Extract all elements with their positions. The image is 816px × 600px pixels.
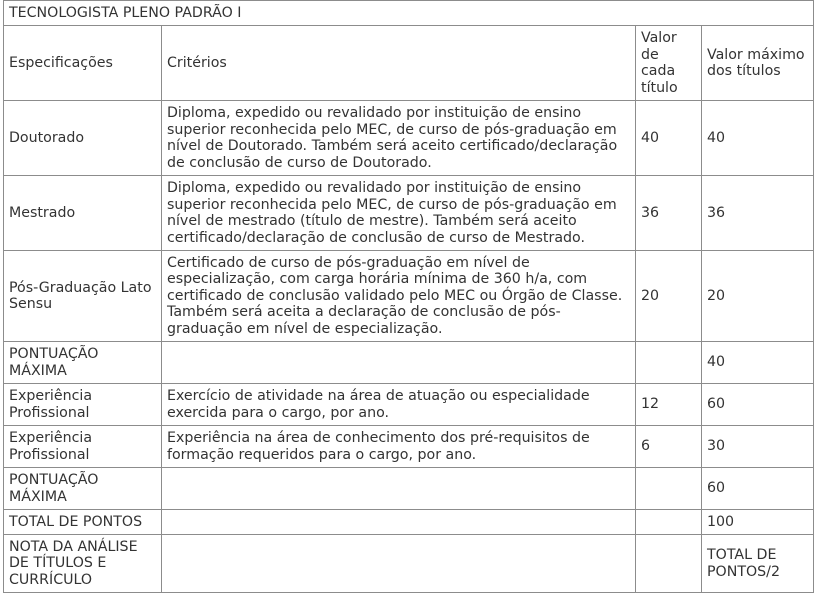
table-row (4, 384, 814, 426)
row-value-each: 20 (636, 251, 702, 342)
row-value-max: 20 (702, 251, 814, 342)
row-value-each (636, 342, 702, 384)
row-value-max: 36 (702, 176, 814, 251)
table-title: TECNOLOGISTA PLENO PADRÃO I (4, 1, 814, 26)
row-spec: Mestrado (4, 176, 162, 251)
header-value-max: Valor máximo dos títulos (702, 26, 814, 101)
row-criteria (162, 468, 636, 510)
row-spec: Doutorado (4, 101, 162, 176)
table-row (4, 468, 814, 510)
row-spec: Pós-Graduação Lato Sensu (4, 251, 162, 342)
row-criteria: Diploma, expedido ou revalidado por instituição de ensino superior reconhecida pelo MEC, de curso de pós-graduação em nível de mestrado (título de mestre). Também será aceito certificado/declaração de conclusão de curso de Mestrado. (162, 176, 636, 251)
row-spec: Experiência Profissional (4, 384, 162, 426)
header-value-each: Valor de cada título (636, 26, 702, 101)
row-value-each: 36 (636, 176, 702, 251)
row-value-each (636, 510, 702, 535)
row-value-max: 40 (702, 101, 814, 176)
row-spec: TOTAL DE PONTOS (4, 510, 162, 535)
header-criteria: Critérios (162, 26, 636, 101)
table-row (4, 535, 814, 593)
row-value-each (636, 535, 702, 593)
row-criteria: Experiência na área de conhecimento dos pré-requisitos de formação requeridos para o cargo, por ano. (162, 426, 636, 468)
row-value-max: 60 (702, 384, 814, 426)
row-value-max: 40 (702, 342, 814, 384)
row-criteria: Certificado de curso de pós-graduação em nível de especialização, com carga horária mínima de 360 h/a, com certificado de conclusão validado pelo MEC ou Órgão de Classe. Também será aceita a declaração de conclusão de pós-graduação em nível de especialização. (162, 251, 636, 342)
row-criteria: Diploma, expedido ou revalidado por instituição de ensino superior reconhecida pelo MEC, de curso de pós-graduação em nível de Doutorado. Também será aceito certificado/declaração de conclusão de curso de Doutorado. (162, 101, 636, 176)
row-value-max: TOTAL DE PONTOS/2 (702, 535, 814, 593)
row-value-max: 30 (702, 426, 814, 468)
row-spec: Experiência Profissional (4, 426, 162, 468)
row-criteria (162, 510, 636, 535)
row-value-max: 60 (702, 468, 814, 510)
table-row (4, 342, 814, 384)
row-criteria (162, 342, 636, 384)
table-row (4, 426, 814, 468)
scoring-table (3, 0, 814, 593)
row-value-each: 12 (636, 384, 702, 426)
row-value-each: 40 (636, 101, 702, 176)
table-row (4, 510, 814, 535)
table-row (4, 251, 814, 342)
row-spec: PONTUAÇÃO MÁXIMA (4, 342, 162, 384)
row-criteria: Exercício de atividade na área de atuação ou especialidade exercida para o cargo, por ano. (162, 384, 636, 426)
row-spec: NOTA DA ANÁLISE DE TÍTULOS E CURRÍCULO (4, 535, 162, 593)
table-row (4, 101, 814, 176)
table-header-row (4, 26, 814, 101)
row-value-each (636, 468, 702, 510)
row-value-each: 6 (636, 426, 702, 468)
header-specifications: Especificações (4, 26, 162, 101)
row-spec: PONTUAÇÃO MÁXIMA (4, 468, 162, 510)
table-row (4, 176, 814, 251)
table-title-row (4, 1, 814, 26)
row-criteria (162, 535, 636, 593)
row-value-max: 100 (702, 510, 814, 535)
